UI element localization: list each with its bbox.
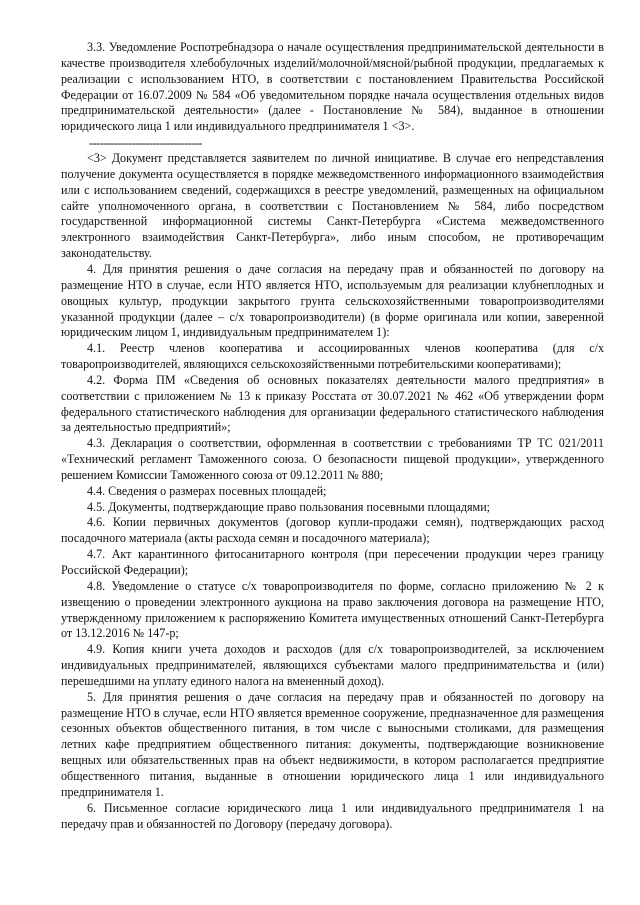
paragraph-4-2: 4.2. Форма ПМ «Сведения об основных показателях деятельности малого предприятия» в соответствии с приложением № 13 к приказу Росстата от 30.07.2021 № 462 «Об утверждении форм федерального статистического наблюдения для организации федерального статистического наблюдения за деятельностью предприятий»; — [61, 372, 604, 435]
paragraph-4-8: 4.8. Уведомление о статусе с/х товаропроизводителя по форме, согласно приложению № 2 к извещению о проведении электронного аукциона на право заключения договора на размещение НТО, утвержденному приложением к распоряжению Комитета имущественных отношений Санкт-Петербурга от 13.12.2016 № 147-р; — [61, 578, 604, 641]
paragraph-4-1: 4.1. Реестр членов кооператива и ассоциированных членов кооператива (для с/х товаропроизводителей, являющихся сельскохозяйственными потребительскими кооперативами); — [61, 341, 604, 372]
paragraph-4-3: 4.3. Декларация о соответствии, оформленная в соответствии с требованиями ТР ТС 021/2011 «Технический регламент Таможенного союза. О безопасности пищевой продукции», утвержденного решением Комиссии Таможенного союза от 09.12.2011 № 880; — [61, 436, 604, 482]
paragraph-4-9: 4.9. Копия книги учета доходов и расходов (для с/х товаропроизводителей, за исключением индивидуальных предпринимателей, являющихся субъектами малого предпринимательства и (или) перешедшими на уплату единого налога на вмененный доход). — [61, 642, 604, 688]
paragraph-4-5: 4.5. Документы, подтверждающие право пользования посевными площадями; — [87, 499, 491, 514]
paragraph-6: 6. Письменное согласие юридического лица 1 или индивидуального предпринимателя 1 на передачу прав и обязанностей по Договору (передачу договора). — [61, 800, 604, 831]
paragraph-5: 5. Для принятия решения о даче согласия на передачу прав и обязанностей по договору на размещение НТО в случае, если НТО является временное сооружение, предназначенное для размещения сезонных объектов общественного питания, в том числе с выносными столиками, для размещения летних кафе предприятием общественного питания: документы, подтверждающие возникновение вещных или обязательственных прав на объект недвижимости, в котором располагается предприятие общественного питания, выданные в отношении юридического лица 1 или индивидуального предпринимателя 1. — [61, 689, 604, 799]
footnote-separator: -------------------------------- — [89, 136, 202, 151]
paragraph-4-7: 4.7. Акт карантинного фитосанитарного контроля (при пересечении продукции через границу Российской Федерации); — [61, 547, 604, 577]
paragraph-4: 4. Для принятия решения о даче согласия на передачу прав и обязанностей по договору на размещение НТО в случае, если НТО является НТО, используемым для реализации клубнеплодных и овощных культур, продукции закрытого грунта сельскохозяйственными товаропроизводителями указанной продукции (далее – с/х товаропроизводители) (в форме оригинала или копии, заверенной юридическим лицом 1, индивидуальным предпринимателем 1): — [61, 261, 604, 340]
paragraph-4-4: 4.4. Сведения о размерах посевных площадей; — [87, 483, 327, 498]
footnote-3: <3> Документ представляется заявителем по личной инициативе. В случае его непредставления получение документа осуществляется в порядке межведомственного информационного взаимодействия или с использованием сведений, содержащихся в реестре уведомлений, размещенных на официальном сайте уполномоченного органа, в соответствии с Постановлением № 584, либо посредством государственной информационной системы Санкт-Петербурга «Система межведомственного электронного взаимодействия Санкт-Петербурга», либо иным способом, не противоречащим законодательству. — [61, 151, 604, 261]
paragraph-3-3: 3.3. Уведомление Роспотребнадзора о начале осуществления предпринимательской деятельности в качестве производителя хлебобулочных изделий/молочной/мясной/рыбной продукции, предлагаемых к реализации с использованием НТО, в соответствии с постановлением Правительства Российской Федерации от 16.07.2009 № 584 «Об уведомительном порядке начала осуществления отдельных видов предпринимательской деятельности» (далее - Постановление № 584), выданное в отношении юридического лица 1 или индивидуального предпринимателя 1 <3>. — [61, 40, 604, 134]
paragraph-4-6: 4.6. Копии первичных документов (договор купли-продажи семян), подтверждающих расход посадочного материала (акты расхода семян и посадочного материала); — [61, 515, 604, 546]
